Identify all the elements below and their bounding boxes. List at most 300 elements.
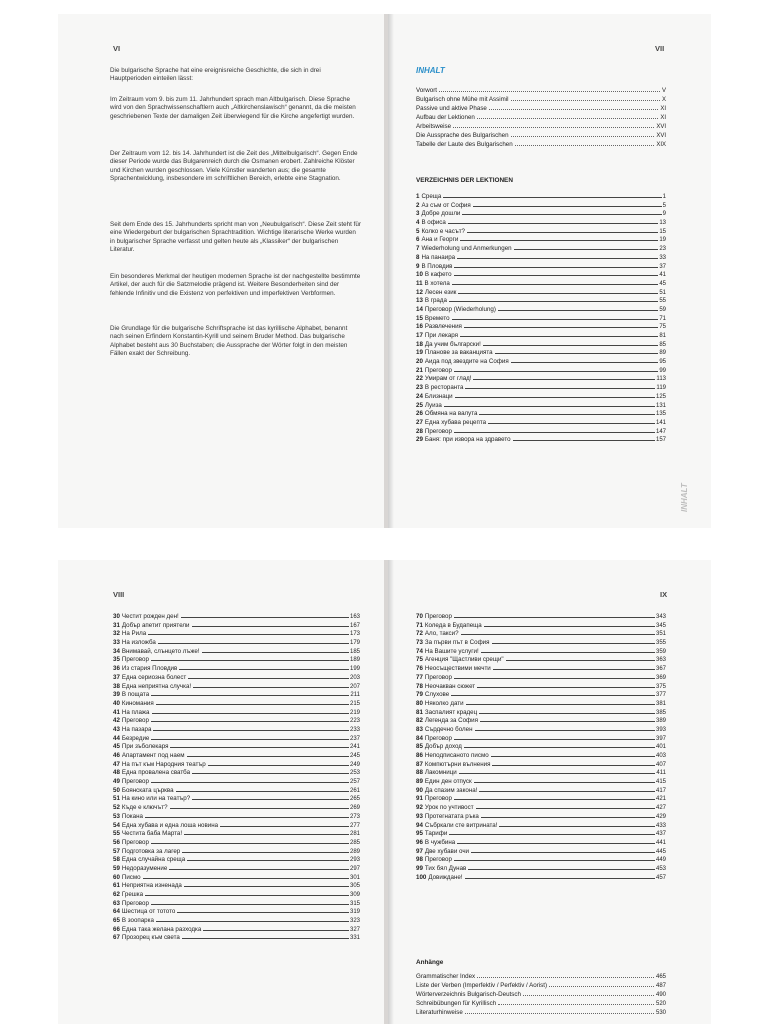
page-ref: 13 [659, 220, 666, 227]
lesson-number: 31 [113, 621, 120, 629]
lesson-entry [416, 761, 666, 770]
page-ref: XIX [656, 142, 666, 148]
leader-line [479, 414, 655, 415]
lesson-entry [416, 341, 666, 350]
lesson-title: На път към Народния театър [121, 760, 206, 768]
lesson-title: Преговор [424, 427, 452, 435]
lesson-title: Киномания [121, 699, 154, 707]
intro-paragraph: Die Grundlage für die bulgarische Schriftsprache ist das kyrillische Alphabet, benannt nach seinen Erfindern Konstantin-Kyrill und seinem Bruder Method. Das bulgarische Alphabet besteht aus 30 Buchstaben; die Aussprache der Wörter folgt in den meisten Fällen exakt der Schreibung. [110, 325, 348, 357]
lesson-title: На панаира [421, 253, 456, 261]
leader-line [480, 721, 655, 722]
lesson-number: 38 [113, 682, 120, 690]
toc-entry [416, 87, 666, 96]
leader-line [454, 432, 655, 433]
lesson-entry [416, 228, 666, 237]
lesson-entry [416, 717, 666, 726]
entry-title: Wörterverzeichnis Bulgarisch-Deutsch [416, 991, 521, 998]
page-ref: 81 [659, 333, 666, 339]
lesson-title: Неподписаното писмо [424, 752, 489, 759]
leader-line [176, 791, 349, 792]
leader-line [449, 301, 658, 302]
page-ref: 51 [659, 289, 666, 296]
lesson-title: Шестица от тотото [121, 908, 176, 916]
page-ref: 520 [655, 1001, 666, 1007]
leader-line [465, 878, 655, 879]
lesson-entry [416, 865, 666, 874]
lesson-entry [113, 613, 360, 622]
page-ref: 113 [656, 376, 666, 383]
lesson-entry [113, 769, 360, 778]
leader-line [454, 371, 658, 372]
page-ref: 199 [349, 666, 360, 673]
leader-line [466, 704, 655, 705]
appendix-list [416, 973, 666, 1018]
lesson-number: 92 [416, 804, 423, 812]
lesson-title: В зоопарка [121, 917, 154, 925]
page-ref: 85 [659, 341, 666, 348]
page-number: VII [655, 44, 665, 53]
lesson-title: В пощата [121, 691, 150, 699]
lesson-title: Безредие [121, 734, 150, 742]
lesson-entry [416, 193, 666, 202]
page-ref: 203 [349, 674, 360, 681]
lesson-title: Добре дошли [421, 210, 461, 218]
leader-line [182, 938, 349, 939]
intro-paragraph: Ein besonderes Merkmal der heutigen modernen Sprache ist der nachgestellte bestimmte Artikel, der auch für die Satzmelodie prägend ist. Weitere Besonderheiten sind der fehlende Infinitiv und die Existenz von perfektiven und imperfektiven Verbformen. [110, 273, 361, 297]
lesson-entry [416, 683, 666, 692]
lesson-number: 55 [113, 830, 120, 838]
leader-line [153, 730, 349, 731]
lesson-entry [113, 683, 360, 692]
lesson-title: На плажа [121, 708, 150, 716]
leader-line [477, 118, 659, 119]
page-ref: 305 [349, 883, 360, 890]
leader-line [187, 860, 349, 861]
leader-line [474, 782, 655, 783]
page-ref: 331 [349, 935, 360, 942]
leader-line [451, 695, 655, 696]
lesson-entry [416, 263, 666, 272]
lesson-number: 35 [113, 656, 120, 664]
page-ref: 441 [655, 839, 666, 846]
page-ref: 75 [659, 324, 666, 331]
lesson-title: Внимавай, слънцето лъже! [121, 647, 200, 655]
lesson-title: Преговор [424, 795, 452, 803]
lesson-number: 98 [416, 856, 423, 864]
page-ref: 241 [349, 744, 360, 751]
lesson-title: Планове за ваканцията [424, 349, 493, 357]
lesson-number: 11 [416, 279, 423, 287]
leader-line [473, 206, 662, 207]
lesson-title: Компютърни вълнения [424, 760, 491, 768]
page-ref: 167 [349, 622, 360, 629]
entry-title: Vorwort [416, 87, 437, 94]
lesson-title: Къде е ключът? [121, 804, 168, 812]
leader-line [477, 687, 655, 688]
page-ref: XVI [656, 133, 666, 139]
entry-title: Literaturhinweise [416, 1009, 463, 1016]
leader-line [511, 136, 655, 137]
entry-title: Liste der Verben (Imperfektiv / Perfektiv / Aorist) [416, 982, 548, 989]
lesson-entry [113, 622, 360, 631]
page-ref: 15 [659, 228, 666, 235]
page-ref: 433 [655, 822, 666, 829]
lesson-entry [416, 419, 666, 428]
page-ref: 407 [655, 761, 666, 768]
lesson-number: 3 [416, 210, 420, 218]
leader-line [169, 869, 349, 870]
lesson-number: 83 [416, 725, 423, 733]
lesson-entry [416, 830, 666, 839]
lesson-title: Боянската църква [121, 786, 174, 794]
gutter-shadow [388, 560, 394, 1024]
page-ref: V [661, 88, 666, 94]
lesson-entry [416, 648, 666, 657]
leader-line [549, 986, 654, 987]
lesson-title: Преговор [424, 734, 452, 742]
lessons-list [416, 193, 666, 445]
page-ref: 215 [349, 700, 360, 707]
lesson-number: 56 [113, 838, 120, 846]
page-ref: 9 [662, 211, 666, 218]
lesson-number: 62 [113, 891, 120, 898]
lesson-title: Събркали сте витрината! [424, 821, 498, 829]
lesson-entry [113, 648, 360, 657]
page-ref: 375 [655, 683, 666, 690]
lesson-number: 63 [113, 899, 120, 907]
lesson-number: 76 [416, 665, 423, 673]
leader-line [493, 669, 655, 670]
page-ref: 277 [349, 822, 360, 829]
lesson-entry [416, 639, 666, 648]
lesson-entry [113, 822, 360, 831]
leader-line [151, 660, 349, 661]
toc-entry [416, 141, 666, 150]
lesson-entry [113, 691, 360, 700]
entry-title: Aufbau der Lektionen [416, 114, 475, 121]
lesson-number: 89 [416, 778, 423, 786]
lesson-title: Две хубави очи [424, 847, 470, 855]
lesson-number: 37 [113, 673, 120, 681]
lesson-entry [416, 428, 666, 437]
lesson-title: В кафето [424, 271, 452, 279]
page-ref: 457 [655, 874, 666, 881]
lesson-number: 96 [416, 838, 423, 846]
leader-line [148, 634, 349, 635]
lesson-number: 84 [416, 734, 423, 742]
leader-line [182, 852, 349, 853]
leader-line [511, 362, 659, 363]
leader-line [489, 109, 658, 110]
page-ref: 19 [659, 237, 666, 244]
leader-line [495, 353, 659, 354]
lesson-title: Една неприятна случка! [121, 682, 192, 690]
leader-line [151, 721, 349, 722]
leader-line [220, 826, 349, 827]
page-ref: 449 [655, 857, 666, 864]
lesson-number: 88 [416, 769, 423, 777]
lesson-title: Луиза [424, 401, 442, 409]
lesson-title: Заспалият крадец [424, 708, 478, 716]
page-ref: 385 [655, 709, 666, 716]
lesson-title: Неочакван сюжет [424, 682, 476, 690]
lesson-entry [416, 436, 666, 445]
lesson-title: Една така желана разходка [121, 925, 202, 933]
page-ref: XI [660, 106, 666, 112]
leader-line [483, 345, 659, 346]
lesson-number: 40 [113, 699, 120, 707]
page-ref: 530 [655, 1010, 666, 1016]
lesson-title: Wiederholung und Anmerkungen [421, 245, 512, 253]
lesson-title: Довиждане! [428, 873, 463, 881]
lesson-title: При зъболекаря [121, 743, 169, 751]
lesson-entry [416, 323, 666, 332]
lesson-entry [113, 934, 360, 943]
lesson-title: Агенция "Щастливи срещи" [424, 656, 504, 664]
lesson-number: 27 [416, 418, 423, 426]
lesson-entry [416, 778, 666, 787]
lesson-title: Преговор [424, 856, 452, 864]
lesson-title: Преговор (Wiederholung) [424, 305, 496, 313]
lesson-entry [416, 315, 666, 324]
lesson-number: 81 [416, 708, 423, 716]
lesson-number: 21 [416, 366, 423, 374]
page-ref: 1 [662, 194, 666, 200]
leader-line [468, 869, 655, 870]
toc-entry [416, 105, 666, 114]
lesson-entry [113, 726, 360, 735]
lesson-title: Легенда за София [424, 717, 478, 725]
lesson-entry [113, 700, 360, 709]
lesson-entry [416, 358, 666, 367]
leader-line [498, 1004, 654, 1005]
page-ref: 421 [655, 796, 666, 803]
toc-entry [416, 123, 666, 132]
leader-line [462, 214, 661, 215]
lesson-entry [113, 813, 360, 822]
toc-entry [416, 132, 666, 141]
page-ref: 401 [655, 744, 666, 751]
page-ref: 273 [349, 813, 360, 820]
lesson-number: 8 [416, 253, 420, 261]
leader-line [459, 773, 656, 774]
lesson-number: 72 [416, 630, 423, 638]
page-ref: 261 [349, 787, 360, 794]
page-ref: 427 [655, 805, 666, 812]
lesson-number: 12 [416, 288, 423, 296]
lesson-title: В Пловдив [421, 262, 453, 270]
leader-line [448, 223, 658, 224]
lesson-title: Времето [424, 314, 450, 322]
lesson-number: 90 [416, 786, 423, 794]
lesson-title: Колко е часът? [421, 227, 465, 235]
lesson-number: 60 [113, 873, 120, 881]
lesson-title: Една хубава рецепта [424, 418, 487, 426]
lesson-entry [416, 804, 666, 813]
page-spread-bottom [58, 560, 711, 1024]
page-ref: 359 [655, 648, 666, 655]
lesson-number: 43 [113, 725, 120, 733]
lesson-number: 13 [416, 297, 423, 305]
right-page-ix [388, 560, 711, 1024]
appendix-heading: Anhänge [416, 959, 444, 966]
leader-line [461, 634, 655, 635]
page-ref: 179 [349, 640, 360, 647]
lesson-entry [416, 700, 666, 709]
leader-line [454, 617, 655, 618]
page-ref: 289 [349, 848, 360, 855]
leader-line [443, 197, 661, 198]
page-ref: 223 [349, 718, 360, 725]
lesson-title: Среща [421, 193, 442, 200]
left-page-viii [58, 560, 384, 1024]
page-ref: 157 [655, 437, 666, 444]
page-ref: 41 [659, 272, 666, 279]
page-ref: 445 [655, 848, 666, 855]
lesson-entry [416, 384, 666, 393]
entry-title: Die Aussprache des Bulgarischen [416, 132, 509, 139]
lesson-entry [113, 630, 360, 639]
lesson-number: 26 [416, 410, 423, 418]
lesson-number: 10 [416, 271, 423, 279]
lesson-title: Подготовка за лагер [121, 847, 181, 855]
leader-line [523, 995, 654, 996]
leader-line [471, 852, 655, 853]
page-ref: 99 [659, 367, 666, 374]
lesson-number: 65 [113, 917, 120, 925]
lesson-number: 64 [113, 908, 120, 916]
lesson-title: На пазара [121, 725, 152, 733]
lesson-title: Преговор [424, 673, 452, 681]
lesson-number: 71 [416, 621, 423, 629]
lesson-number: 5 [416, 227, 420, 235]
toc-entry [416, 991, 666, 1000]
lesson-title: Прозорец към света [121, 934, 180, 942]
entry-title: Arbeitsweise [416, 123, 452, 130]
lesson-entry [113, 830, 360, 839]
leader-line [181, 617, 349, 618]
lesson-title: Развлечения [424, 323, 462, 331]
lesson-number: 42 [113, 717, 120, 725]
lesson-title: Лесен език [424, 288, 457, 296]
lesson-title: Аз съм от София [421, 201, 471, 209]
lesson-number: 17 [416, 332, 423, 339]
leader-line [457, 843, 655, 844]
lesson-entry [416, 280, 666, 289]
lesson-number: 74 [416, 647, 423, 655]
lesson-number: 39 [113, 691, 120, 699]
lesson-entry [416, 202, 666, 211]
leader-line [449, 834, 655, 835]
lesson-title: Една случайна среща [121, 856, 186, 864]
lesson-title: Писмо [121, 873, 141, 881]
lesson-title: Преговор [424, 613, 452, 620]
leader-line [158, 643, 349, 644]
lesson-number: 19 [416, 349, 423, 357]
lesson-entry [416, 848, 666, 857]
lesson-entry [113, 891, 360, 900]
lesson-entry [113, 926, 360, 935]
intro-paragraph: Der Zeitraum vom 12. bis 14. Jahrhundert ist die Zeit des „Mittelbulgarisch“. Gegen Ende dieser Periode wurde das Bulgarenreich durch die Osmanen erobert. Zahlreiche Klöster und Kirchen wurden geschlossen. Viele Künstler wanderten aus; die gesamte Sprachentwicklung, insbesondere im schriftlichen Bereich, erlebte eine Stagnation. [110, 150, 358, 182]
page-ref: 265 [349, 796, 360, 803]
lesson-title: Ана и Георги [421, 236, 459, 244]
leader-line [179, 669, 349, 670]
lesson-entry [113, 848, 360, 857]
lessons-list [113, 613, 360, 943]
leader-line [453, 127, 654, 128]
lesson-number: 87 [416, 760, 423, 768]
lesson-entry [113, 917, 360, 926]
lesson-number: 99 [416, 864, 423, 872]
leader-line [192, 626, 349, 627]
lesson-number: 44 [113, 734, 120, 742]
lesson-number: 30 [113, 613, 120, 620]
lesson-entry [416, 219, 666, 228]
lesson-number: 80 [416, 699, 423, 707]
leader-line [187, 756, 349, 757]
leader-line [439, 91, 660, 92]
lesson-entry [416, 813, 666, 822]
page-ref: 377 [655, 692, 666, 699]
entry-title: Bulgarisch ohne Mühe mit Assimil [416, 96, 509, 103]
page-ref: 285 [349, 839, 360, 846]
lesson-title: Преговор [121, 899, 149, 907]
lesson-number: 23 [416, 384, 423, 392]
lesson-title: Една провалена сватба [121, 769, 191, 777]
lesson-title: В офиса [421, 219, 446, 227]
lesson-entry [416, 289, 666, 298]
lesson-number: 29 [416, 436, 423, 444]
lesson-title: Една сериозна болест [121, 673, 187, 681]
leader-line [492, 643, 655, 644]
lesson-entry [416, 254, 666, 263]
toc-entry [416, 1009, 666, 1018]
leader-line [484, 626, 655, 627]
lesson-number: 57 [113, 847, 120, 855]
lesson-entry [416, 839, 666, 848]
page-ref: XVI [656, 124, 666, 130]
page-ref: 119 [656, 385, 666, 392]
lesson-entry [113, 717, 360, 726]
leader-line [475, 730, 655, 731]
leader-line [465, 1013, 654, 1014]
lesson-title: Преговор [121, 717, 149, 725]
lesson-entry [113, 665, 360, 674]
page-ref: 163 [349, 614, 360, 620]
lesson-title: За първи път в София [424, 639, 490, 647]
lesson-entry [416, 306, 666, 315]
page-ref: 293 [349, 857, 360, 864]
lesson-title: Из стария Пловдив [121, 665, 178, 673]
lesson-entry [416, 743, 666, 752]
page-ref: 411 [656, 770, 666, 777]
lesson-number: 52 [113, 804, 120, 812]
leader-line [457, 258, 658, 259]
lesson-title: На Рила [121, 630, 147, 638]
lesson-number: 48 [113, 769, 120, 777]
lesson-number: 95 [416, 830, 423, 838]
page-ref: XI [660, 115, 666, 121]
right-page-vii [388, 14, 711, 528]
lesson-entry [416, 665, 666, 674]
page-ref: 5 [662, 202, 666, 209]
lesson-entry [416, 656, 666, 665]
page-ref: 95 [659, 359, 666, 366]
page-ref: 131 [655, 402, 666, 409]
lesson-number: 73 [416, 639, 423, 647]
page-ref: 363 [655, 657, 666, 664]
lesson-title: Протегнатата ръка [424, 812, 479, 820]
